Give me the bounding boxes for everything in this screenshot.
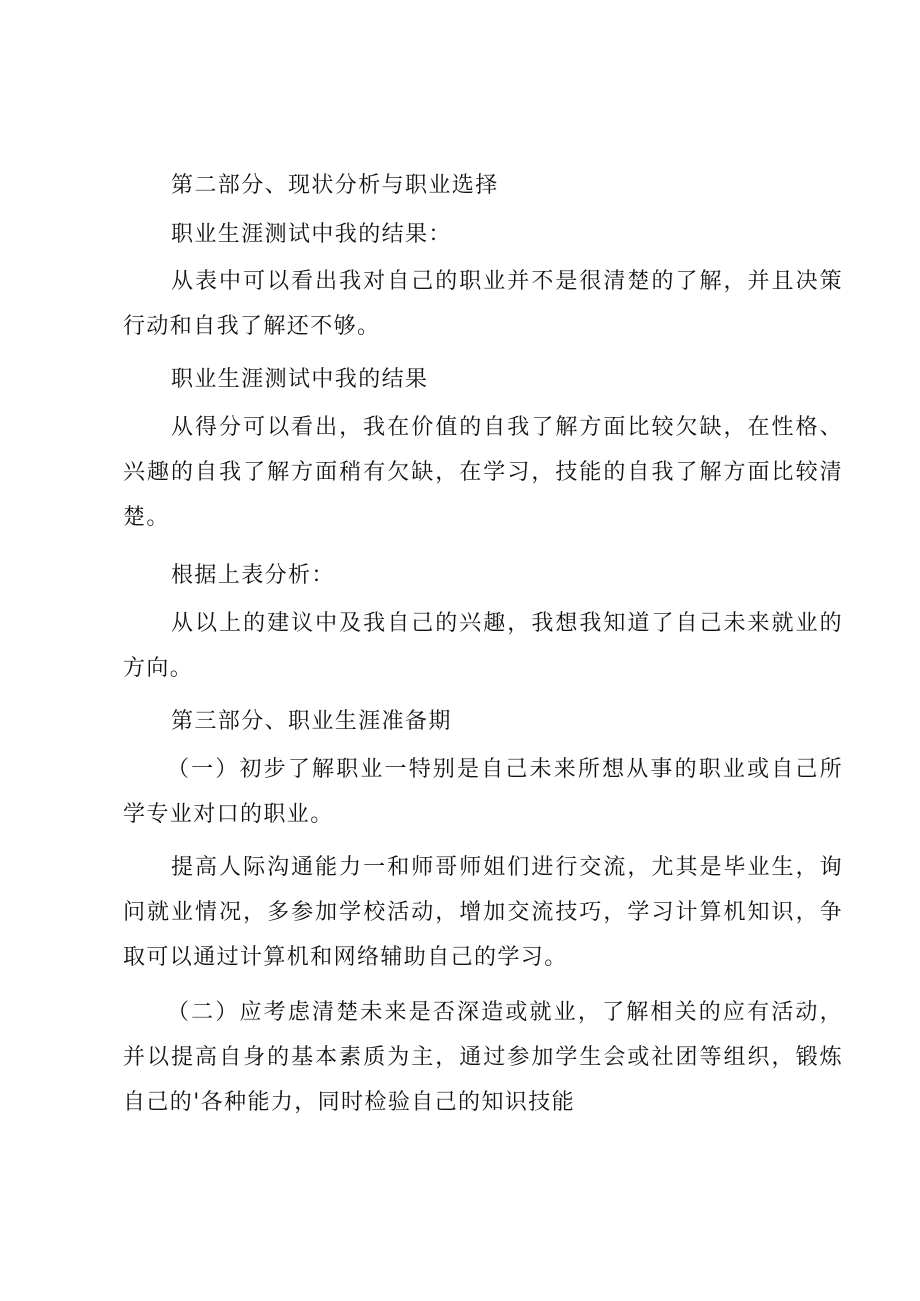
analysis-label: 根据上表分析：	[171, 563, 335, 588]
paragraph-career-understanding: 从表中可以看出我对自己的职业并不是很清楚的了解，并且决策行动和自我了解还不够。	[123, 269, 843, 339]
test-result-label-2: 职业生涯测试中我的结果	[171, 367, 429, 392]
list-item-one: （一）初步了解职业一特别是自己未来所想从事的职业或自己所学专业对口的职业。	[123, 757, 843, 827]
paragraph-communication-skills: 提高人际沟通能力一和师哥师姐们进行交流，尤其是毕业生，询问就业情况，多参加学校活动，增加交流技巧，学习计算机知识，争取可以通过计算机和网络辅助自己的学习。	[123, 855, 843, 970]
list-item-two: （二）应考虑清楚未来是否深造或就业，了解相关的应有活动，并以提高自身的基本素质为主，通过参加学生会或社团等组织，锻炼自己的'各种能力，同时检验自己的知识技能	[123, 1000, 843, 1115]
paragraph-employment-direction: 从以上的建议中及我自己的兴趣，我想我知道了自己未来就业的方向。	[123, 611, 843, 681]
paragraph-score-analysis: 从得分可以看出，我在价值的自我了解方面比较欠缺，在性格、兴趣的自我了解方面稍有欠缺，在学习，技能的自我了解方面比较清楚。	[123, 415, 843, 530]
test-result-label-1: 职业生涯测试中我的结果：	[171, 222, 452, 247]
section-heading-part-three: 第三部分、职业生涯准备期	[171, 709, 452, 734]
section-heading-part-two: 第二部分、现状分析与职业选择	[171, 173, 499, 198]
